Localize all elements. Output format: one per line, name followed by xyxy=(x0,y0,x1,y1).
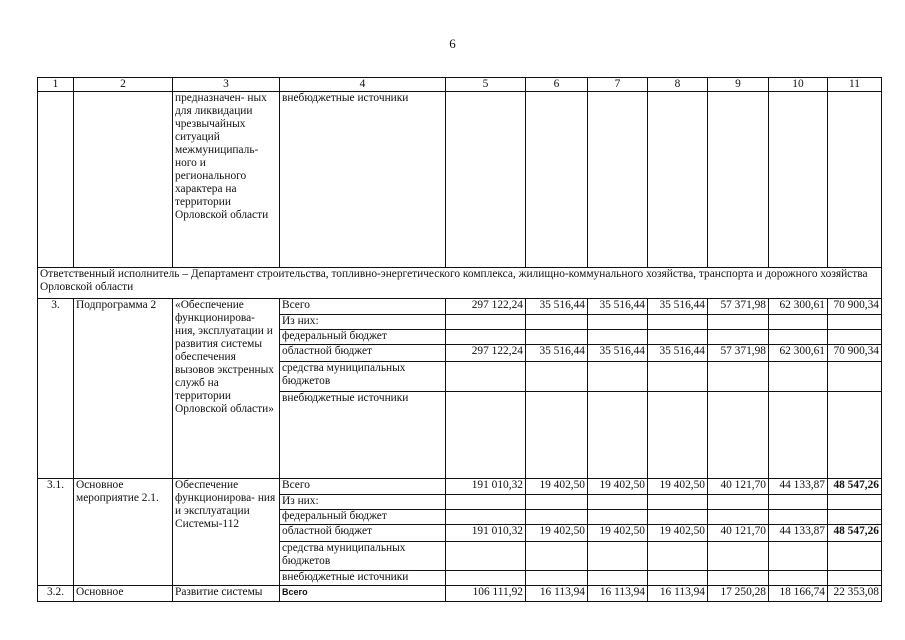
source-label: федеральный бюджет xyxy=(280,510,446,525)
amount-cell: 191 010,32 xyxy=(446,479,526,495)
amount-cell: 40 121,70 xyxy=(708,525,769,542)
amount-cell: 35 516,44 xyxy=(526,345,588,362)
amount-cell: 40 121,70 xyxy=(708,479,769,495)
amount-cell: 16 113,94 xyxy=(648,586,708,602)
source-label: средства муниципальных бюджетов xyxy=(280,542,446,571)
column-number: 1 xyxy=(38,78,74,92)
table-row xyxy=(38,586,882,602)
amount-cell: 35 516,44 xyxy=(648,345,708,362)
column-number: 4 xyxy=(280,78,446,92)
row-number: 3.2. xyxy=(38,586,74,602)
source-label-total: Всего xyxy=(282,587,308,597)
source-label: внебюджетные источники xyxy=(280,571,446,586)
amount-cell: 19 402,50 xyxy=(588,525,648,542)
amount-cell: 35 516,44 xyxy=(526,299,588,315)
column-number: 10 xyxy=(769,78,828,92)
measure-title: Обеспечение функционирова- ния и эксплуатации Системы-112 xyxy=(173,479,280,586)
column-number: 3 xyxy=(173,78,280,92)
amount-cell: 35 516,44 xyxy=(588,345,648,362)
column-number: 5 xyxy=(446,78,526,92)
amount-cell: 62 300,61 xyxy=(769,345,828,362)
amount-cell: 16 113,94 xyxy=(526,586,588,602)
responsible-executor: Ответственный исполнитель – Департамент строительства, топливно-энергетического комплекса, жилищно-коммунального хозяйства, транспорта и дорожного хозяйства Орловской области xyxy=(38,268,882,299)
source-label: федеральный бюджет xyxy=(280,330,446,345)
amount-cell: 106 111,92 xyxy=(446,586,526,602)
source-label: областной бюджет xyxy=(280,525,446,542)
source-label: Всего xyxy=(280,299,446,315)
source-label xyxy=(280,586,446,602)
source-label: областной бюджет xyxy=(280,345,446,362)
column-number: 2 xyxy=(74,78,173,92)
amount-cell: 62 300,61 xyxy=(769,299,828,315)
amount-cell: 57 371,98 xyxy=(708,299,769,315)
amount-cell: 18 166,74 xyxy=(769,586,828,602)
program-title: «Обеспечение функционирова- ния, эксплуатации и развития системы обеспечения вызовов экстренных служб на территории Орловской области» xyxy=(173,299,280,479)
amount-cell: 48 547,26 xyxy=(828,479,882,495)
amount-cell: 44 133,87 xyxy=(769,525,828,542)
table-row xyxy=(38,92,882,268)
row-number: 3.1. xyxy=(38,479,74,586)
amount-cell: 22 353,08 xyxy=(828,586,882,602)
table-row xyxy=(38,299,882,315)
source-label: Из них: xyxy=(280,495,446,510)
event-title: предназначен- ных для ликвидации чрезвычайных ситуаций межмуниципаль- ного и регионального характера на территории Орловской области xyxy=(173,92,280,268)
amount-cell: 44 133,87 xyxy=(769,479,828,495)
amount-cell: 35 516,44 xyxy=(648,299,708,315)
amount-cell: 57 371,98 xyxy=(708,345,769,362)
table-row xyxy=(38,268,882,299)
source-label: внебюджетные источники xyxy=(280,392,446,479)
source-label: средства муниципальных бюджетов xyxy=(280,362,446,392)
column-number-row xyxy=(38,78,882,92)
source-label: внебюджетные источники xyxy=(280,92,446,268)
amount-cell: 297 122,24 xyxy=(446,345,526,362)
measure-name: Основное xyxy=(74,586,173,602)
column-number: 8 xyxy=(648,78,708,92)
amount-cell: 19 402,50 xyxy=(526,479,588,495)
amount-cell: 19 402,50 xyxy=(648,525,708,542)
column-number: 6 xyxy=(526,78,588,92)
program-name: Подпрограмма 2 xyxy=(74,299,173,479)
row-number: 3. xyxy=(38,299,74,479)
amount-cell: 48 547,26 xyxy=(828,525,882,542)
amount-cell: 35 516,44 xyxy=(588,299,648,315)
page-number: 6 xyxy=(449,36,456,51)
amount-cell: 17 250,28 xyxy=(708,586,769,602)
amount-cell: 16 113,94 xyxy=(588,586,648,602)
column-number: 9 xyxy=(708,78,769,92)
amount-cell: 19 402,50 xyxy=(648,479,708,495)
amount-cell: 70 900,34 xyxy=(828,299,882,315)
amount-cell: 191 010,32 xyxy=(446,525,526,542)
amount-cell: 19 402,50 xyxy=(588,479,648,495)
amount-cell: 19 402,50 xyxy=(526,525,588,542)
source-label: Всего xyxy=(280,479,446,495)
measure-title: Развитие системы xyxy=(173,586,280,602)
column-number: 11 xyxy=(828,78,882,92)
amount-cell: 297 122,24 xyxy=(446,299,526,315)
source-label: Из них: xyxy=(280,315,446,330)
amount-cell: 70 900,34 xyxy=(828,345,882,362)
table-row xyxy=(38,479,882,495)
measure-name: Основное мероприятие 2.1. xyxy=(74,479,173,586)
budget-table xyxy=(37,77,882,602)
column-number: 7 xyxy=(588,78,648,92)
